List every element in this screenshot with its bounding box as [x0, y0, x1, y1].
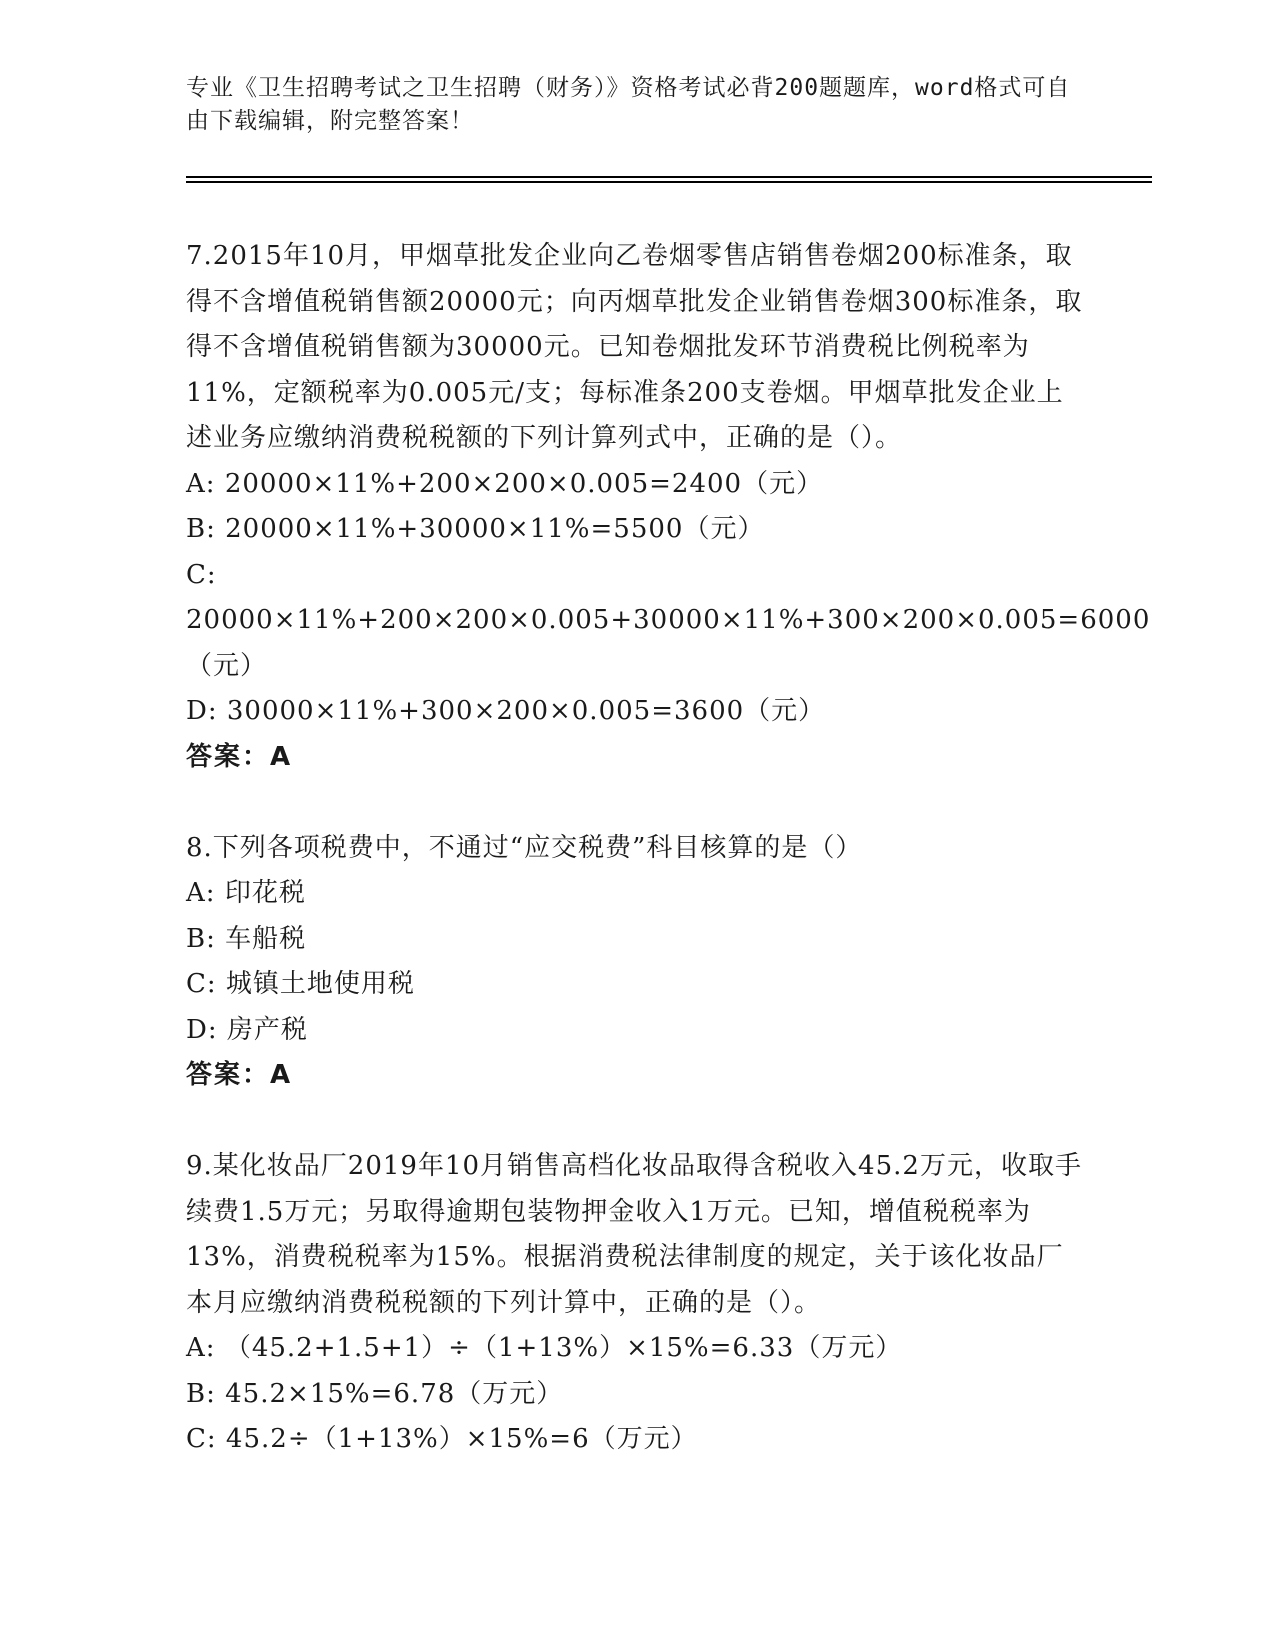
option-b: [186, 507, 1086, 553]
option-label: B:: [186, 514, 216, 544]
option-a: [186, 1326, 1086, 1372]
option-label: A:: [186, 1333, 216, 1363]
header-rule-top: [186, 176, 1152, 178]
option-text: 45.2÷（1+13%）×15%=6（万元）: [225, 1424, 698, 1454]
option-label: D:: [186, 696, 218, 726]
option-label: A:: [186, 468, 216, 499]
option-label: C:: [186, 969, 217, 999]
question-9: [186, 1144, 1086, 1463]
question-stem: 8.下列各项税费中，不通过“应交税费”科目核算的是（）: [186, 832, 863, 863]
option-label: D:: [186, 1014, 218, 1045]
option-a: [186, 871, 1086, 917]
option-c: [186, 962, 1086, 1008]
option-text: 20000×11%+200×200×0.005+30000×11%+300×200×0.005=6000（元）: [186, 605, 1151, 681]
option-label: C:: [186, 559, 217, 590]
option-text: 20000×11%+30000×11%=5500（元）: [225, 514, 765, 544]
option-b: [186, 917, 1086, 963]
document-header: 专业《卫生招聘考试之卫生招聘（财务）》资格考试必背200题题库，word格式可自由下载编辑，附完整答案！: [186, 75, 1071, 134]
option-label: B:: [186, 923, 216, 954]
answer-line: 答案：A: [186, 1060, 293, 1090]
option-text: （45.2+1.5+1）÷（1+13%）×15%=6.33（万元）: [224, 1333, 903, 1363]
option-text: 房产税: [226, 1014, 308, 1045]
question-stem: 9.某化妆品厂2019年10月销售高档化妆品取得含税收入45.2万元，收取手续费1.5万元；另取得逾期包装物押金收入1万元。已知，增值税税率为13%，消费税税率为15%。根据消费税法律制度的规定，关于该化妆品厂本月应缴纳消费税税额的下列计算中，正确的是（）。: [186, 1151, 1082, 1318]
option-text: 45.2×15%=6.78（万元）: [225, 1378, 564, 1409]
spacer: [186, 780, 1086, 826]
option-c: [186, 553, 1151, 690]
option-c: [186, 1417, 1086, 1463]
question-7: [186, 234, 1151, 780]
header-rule-bottom: [186, 181, 1152, 183]
option-label: B:: [186, 1378, 216, 1409]
answer-line: 答案：A: [186, 741, 293, 772]
option-label: A:: [186, 878, 216, 908]
option-text: 30000×11%+300×200×0.005=3600（元）: [226, 696, 826, 726]
option-d: [186, 1008, 1086, 1054]
question-stem: 7.2015年10月，甲烟草批发企业向乙卷烟零售店销售卷烟200标准条，取得不含增值税销售额20000元；向丙烟草批发企业销售卷烟300标准条，取得不含增值税销售额为30000元。已知卷烟批发环节消费税比例税率为11%，定额税率为0.005元/支；每标准条200支卷烟。甲烟草批发企业上述业务应缴纳消费税税额的下列计算列式中，正确的是（）。: [186, 241, 1083, 453]
option-b: [186, 1372, 1086, 1418]
question-list: [186, 234, 1151, 1463]
spacer: [186, 1099, 1086, 1145]
option-a: [186, 462, 1086, 508]
option-text: 车船税: [225, 923, 307, 954]
option-d: [186, 689, 1086, 735]
option-text: 印花税: [224, 878, 306, 908]
option-text: 20000×11%+200×200×0.005=2400（元）: [224, 468, 824, 499]
question-8: [186, 826, 1086, 1099]
option-text: 城镇土地使用税: [225, 969, 415, 999]
option-label: C:: [186, 1424, 217, 1454]
